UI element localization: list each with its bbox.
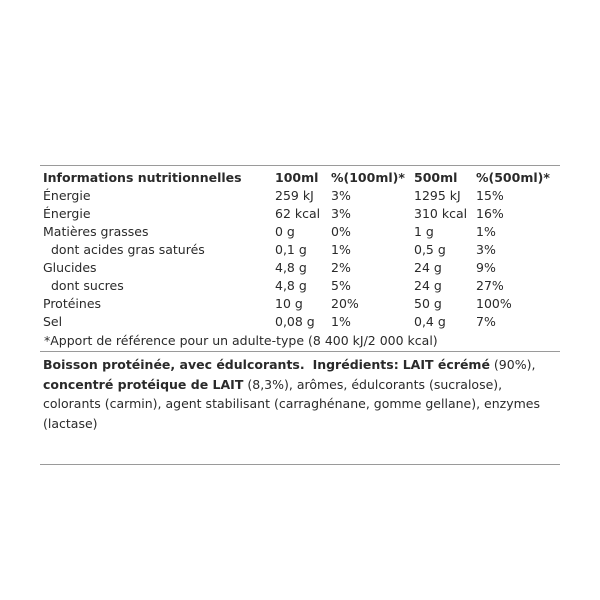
nutrient-name: Sel	[43, 314, 63, 329]
middle-divider	[40, 351, 560, 352]
table-header-row	[43, 169, 556, 187]
pct-500ml: 9%	[476, 260, 496, 275]
nutrient-name: Énergie	[43, 206, 91, 221]
pct-100ml: 2%	[331, 260, 351, 275]
value-100ml: 4,8 g	[275, 260, 307, 275]
table-row	[43, 277, 556, 295]
product-description: Boisson protéinée, avec édulcorants.	[43, 357, 305, 372]
pct-500ml: 15%	[476, 188, 504, 203]
pct-100ml: 5%	[331, 278, 351, 293]
ingredient-rest: (8,3%), arômes, édulcorants (sucralose), colorants (carmin), agent stabilisant (carraghénane, gomme gellane), enzymes (lactase)	[43, 376, 540, 431]
nutrient-name: Glucides	[43, 260, 97, 275]
nutrition-table	[43, 169, 556, 331]
value-500ml: 1 g	[414, 224, 434, 239]
table-row	[43, 313, 556, 331]
nutrient-name: Énergie	[43, 188, 91, 203]
nutrient-name: dont acides gras saturés	[51, 242, 205, 257]
header-pct-500ml: %(500ml)*	[476, 170, 550, 185]
table-row	[43, 223, 556, 241]
bottom-divider	[40, 464, 560, 465]
header-nutrient: Informations nutritionnelles	[43, 170, 242, 185]
nutrient-name: Matières grasses	[43, 224, 149, 239]
top-divider	[40, 165, 560, 166]
ingredient-milk: LAIT écrémé	[402, 357, 490, 372]
table-row	[43, 187, 556, 205]
nutrient-name: dont sucres	[51, 278, 124, 293]
reference-intake-footnote: *Apport de référence pour un adulte-type (8 400 kJ/2 000 kcal)	[44, 333, 438, 348]
header-500ml: 500ml	[414, 170, 458, 185]
pct-100ml: 3%	[331, 188, 351, 203]
value-500ml: 24 g	[414, 260, 442, 275]
nutrition-label	[40, 165, 560, 465]
table-row	[43, 295, 556, 313]
pct-100ml: 1%	[331, 314, 351, 329]
ingredient-milk-detail: (90%),	[493, 357, 536, 372]
value-500ml: 310 kcal	[414, 206, 468, 221]
ingredients-text	[43, 355, 555, 433]
header-pct-100ml: %(100ml)*	[331, 170, 405, 185]
value-100ml: 0,08 g	[275, 314, 315, 329]
pct-500ml: 100%	[476, 296, 512, 311]
ingredient-milk-protein: concentré protéique de LAIT	[43, 376, 244, 392]
value-500ml: 24 g	[414, 278, 442, 293]
pct-500ml: 3%	[476, 242, 496, 257]
pct-500ml: 7%	[476, 314, 496, 329]
value-100ml: 0 g	[275, 224, 295, 239]
nutrient-name: Protéines	[43, 296, 102, 311]
pct-100ml: 3%	[331, 206, 351, 221]
pct-500ml: 27%	[476, 278, 504, 293]
pct-500ml: 1%	[476, 224, 496, 239]
value-500ml: 0,5 g	[414, 242, 446, 257]
table-row	[43, 241, 556, 259]
value-100ml: 10 g	[275, 296, 303, 311]
value-100ml: 0,1 g	[275, 242, 307, 257]
value-500ml: 0,4 g	[414, 314, 446, 329]
header-100ml: 100ml	[275, 170, 319, 185]
value-500ml: 50 g	[414, 296, 442, 311]
table-row	[43, 259, 556, 277]
pct-100ml: 20%	[331, 296, 359, 311]
value-500ml: 1295 kJ	[414, 188, 461, 203]
pct-100ml: 0%	[331, 224, 351, 239]
value-100ml: 259 kJ	[275, 188, 314, 203]
value-100ml: 62 kcal	[275, 206, 321, 221]
pct-500ml: 16%	[476, 206, 504, 221]
value-100ml: 4,8 g	[275, 278, 307, 293]
pct-100ml: 1%	[331, 242, 351, 257]
table-row	[43, 205, 556, 223]
ingredients-label: Ingrédients:	[312, 357, 399, 372]
